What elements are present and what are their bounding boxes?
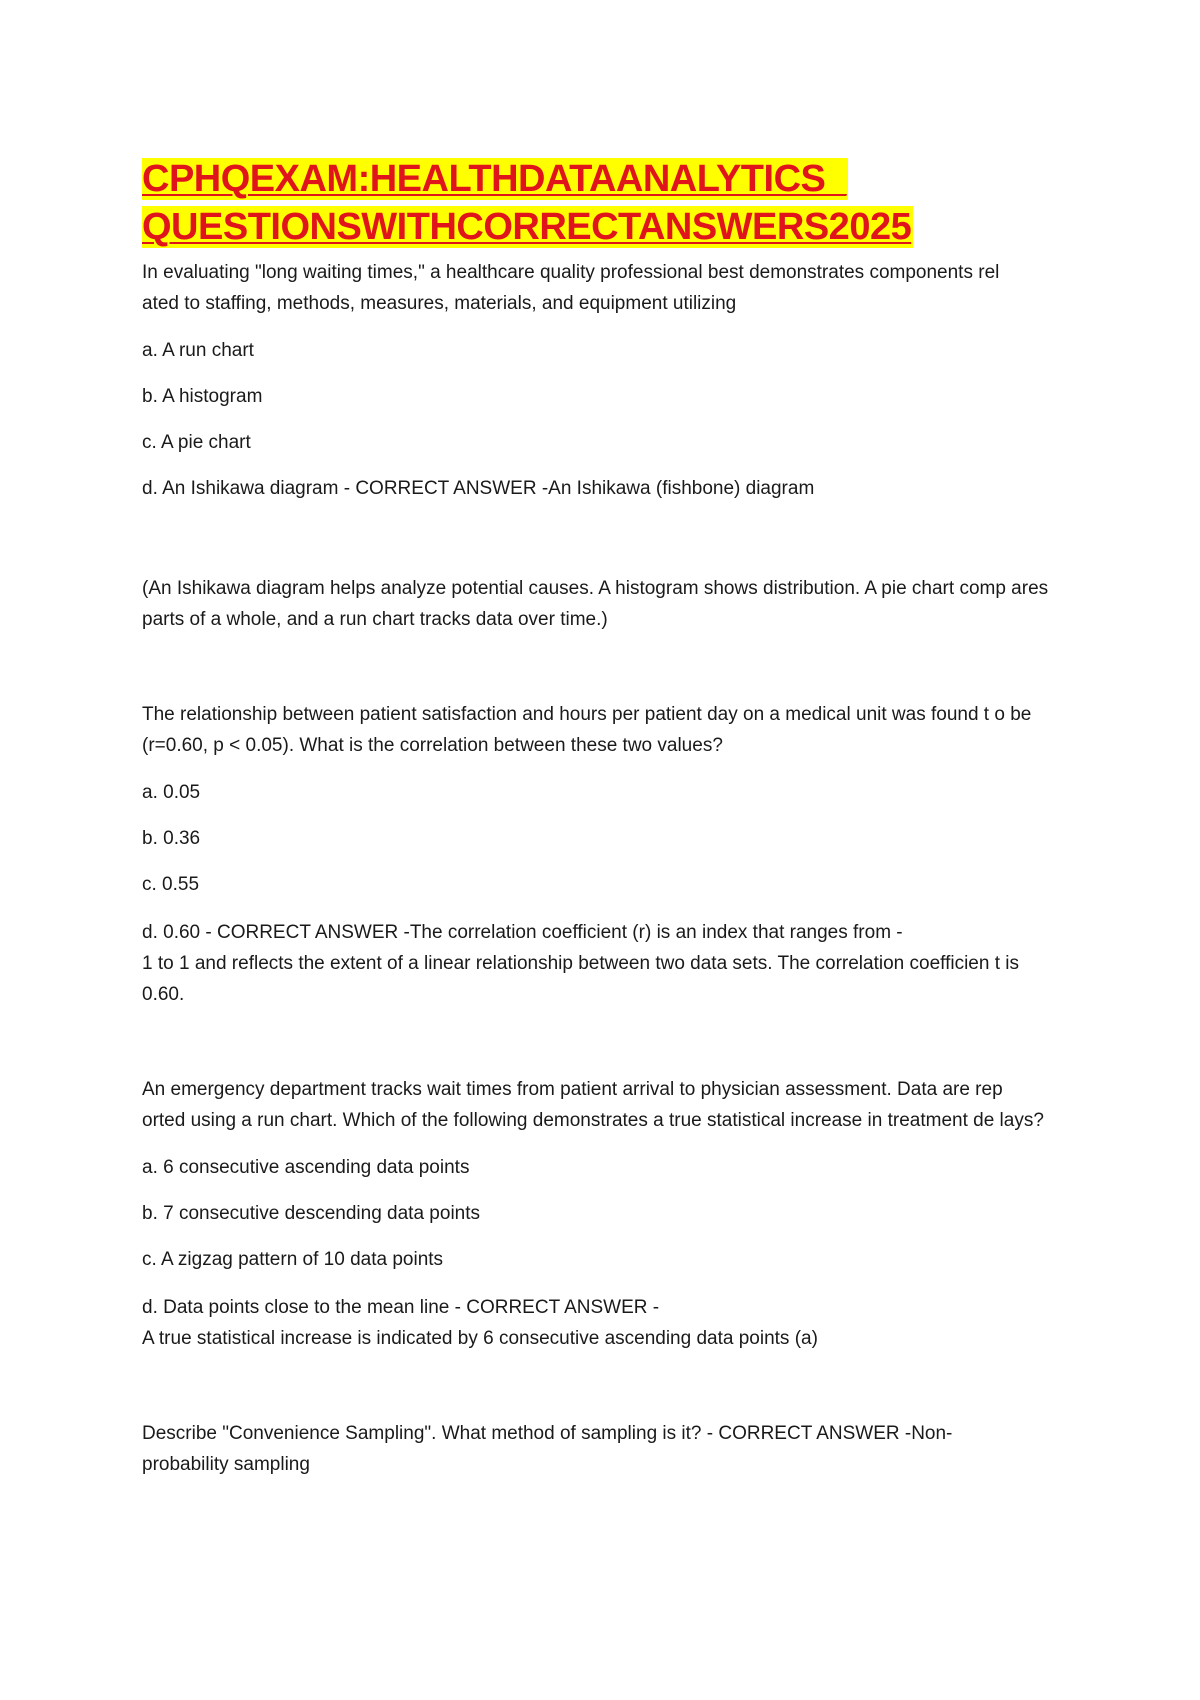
question-4 [142,1418,1067,1480]
explanation-line: (An Ishikawa diagram helps analyze potential causes. A histogram shows distribution. A pie chart comp ares [142,578,1049,599]
option-c: c. 0.55 [142,874,200,895]
question-text [142,1418,1067,1480]
question-line: Describe "Convenience Sampling". What method of sampling is it? - CORRECT ANSWER -Non- [142,1423,953,1444]
question-3 [142,1074,1067,1354]
option-b: b. 0.36 [142,828,201,849]
answer-line: A true statistical increase is indicated by 6 consecutive ascending data points (a) [142,1328,818,1349]
option-d-correct-answer: d. An Ishikawa diagram - CORRECT ANSWER -An Ishikawa (fishbone) diagram [142,478,815,499]
question-line: An emergency department tracks wait times from patient arrival to physician assessment. Data are rep [142,1079,1003,1100]
answer-line: d. 0.60 - CORRECT ANSWER -The correlation coefficient (r) is an index that ranges from - [142,922,903,943]
document-title [142,155,1067,251]
title-line-1: CPHQEXAM:HEALTHDATAANALYTICS_ [142,158,846,200]
question-2 [142,699,1067,1010]
question-text [142,257,1067,319]
answer-line: 1 to 1 and reflects the extent of a linear relationship between two data sets. The correlation coefficien t is [142,953,1019,974]
option-c: c. A zigzag pattern of 10 data points [142,1249,444,1270]
question-1 [142,257,1067,635]
question-line: orted using a run chart. Which of the following demonstrates a true statistical increase in treatment de lays? [142,1110,1044,1131]
question-line: probability sampling [142,1454,310,1475]
option-b: b. A histogram [142,386,263,407]
option-b: b. 7 consecutive descending data points [142,1203,481,1224]
option-d-correct-answer [142,917,1067,1010]
option-c: c. A pie chart [142,432,251,453]
answer-line: d. Data points close to the mean line - CORRECT ANSWER - [142,1297,660,1318]
answer-line: 0.60. [142,984,185,1005]
question-line: (r=0.60, p < 0.05). What is the correlation between these two values? [142,735,723,756]
document-page [142,155,1067,1480]
option-a: a. 6 consecutive ascending data points [142,1157,470,1178]
question-line: The relationship between patient satisfaction and hours per patient day on a medical unit was found t o be [142,704,1032,725]
option-a: a. 0.05 [142,782,201,803]
title-line-2: QUESTIONSWITHCORRECTANSWERS2025 [142,206,912,248]
explanation-line: parts of a whole, and a run chart tracks data over time.) [142,609,608,630]
option-a: a. A run chart [142,340,254,361]
question-line: ated to staffing, methods, measures, materials, and equipment utilizing [142,293,737,314]
option-d-correct-answer [142,1292,1067,1354]
question-text [142,1074,1067,1136]
question-text [142,699,1067,761]
explanation [142,573,1067,635]
question-line: In evaluating "long waiting times," a healthcare quality professional best demonstrates components rel [142,262,1000,283]
